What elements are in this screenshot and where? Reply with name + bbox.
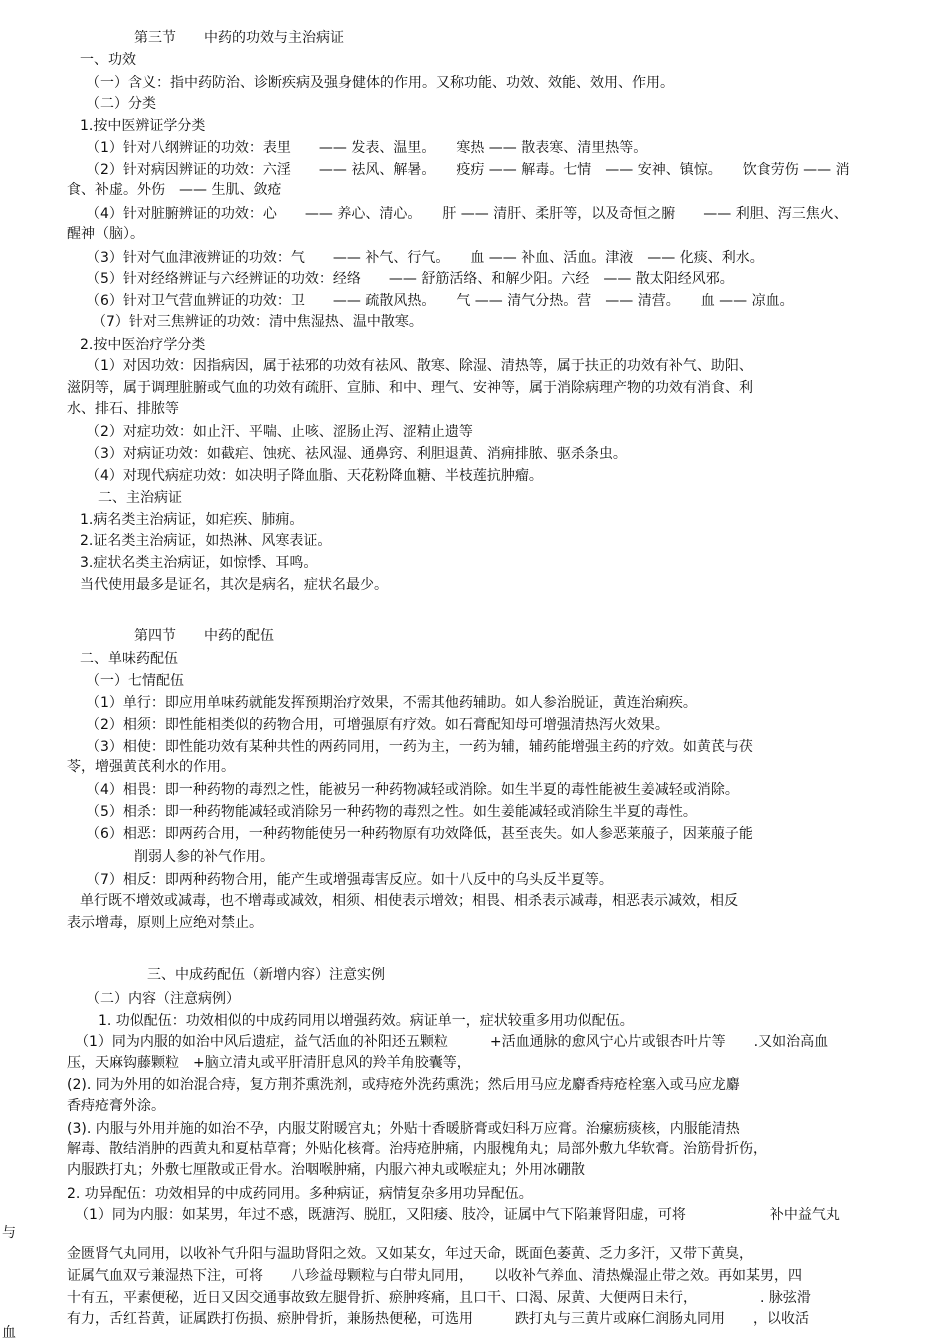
text-line: 单行既不增效或减毒，也不增毒或减效，相须、相使表示增效；相畏、相杀表示减毒，相恶表示减效，相反 [80, 893, 738, 909]
section-heading: 第四节 中药的配伍 [134, 628, 274, 644]
text-line: （2）针对病因辨证的功效：六淫 —— 祛风、解暑。 疫疠 —— 解毒。七情 —— 安神、镇惊。 饮食劳伤 —— 消 [86, 162, 850, 178]
text-line: 醒神（脑）。 [67, 226, 144, 242]
text-line: （2）对症功效：如止汗、平喘、止咳、涩肠止泻、涩精止遗等 [86, 424, 473, 440]
text-line: （1）对因功效：因指病因，属于祛邪的功效有祛风、散寒、除湿、清热等，属于扶正的功效有补气、助阳、 [86, 358, 753, 374]
subheading: 1.按中医辨证学分类 [80, 118, 206, 134]
text-line: （3）针对气血津液辨证的功效：气 —— 补气、行气。 血 —— 补血、活血。津液 —— 化痰、利水。 [86, 250, 764, 266]
subheading: （二）内容（注意病例） [86, 991, 240, 1007]
subheading: （一）七情配伍 [86, 673, 184, 689]
text-line: 水、排石、排脓等 [67, 401, 179, 417]
text-line: 1. 功似配伍：功效相似的中成药同用以增强药效。病证单一，症状较重多用功似配伍。 [98, 1013, 634, 1029]
subheading: 二、主治病证 [98, 490, 182, 506]
text-line: 十有五，平素便秘，近日又因交通事故致左腿骨折、瘀肿疼痛，且口干、口渴、尿黄、大便两日未行， . 脉弦滑 [67, 1290, 811, 1306]
text-line: 削弱人参的补气作用。 [134, 849, 274, 865]
text-line: 内服跌打丸；外敷七厘散或正骨水。治咽喉肿痛，内服六神丸或喉症丸；外用冰硼散 [67, 1162, 585, 1178]
text-line: （7）相反：即两种药物合用，能产生或增强毒害反应。如十八反中的乌头反半夏等。 [86, 872, 613, 888]
text-line: （1）针对八纲辨证的功效：表里 —— 发表、温里。 寒热 —— 散表寒、清里热等。 [86, 140, 648, 156]
text-line: 解毒、散结消肿的西黄丸和夏枯草膏；外贴化核膏。治痔疮肿痛，内服槐角丸；局部外敷九华软膏。治筋骨折伤， [67, 1141, 767, 1157]
subheading: 二、单味药配伍 [80, 651, 178, 667]
text-line: （5）相杀：即一种药物能减轻或消除另一种药物的毒烈之性。如生姜能减轻或消除生半夏的毒性。 [86, 804, 697, 820]
text-line: 滋阴等，属于调理脏腑或气血的功效有疏肝、宣肺、和中、理气、安神等，属于消除病理产物的功效有消食、利 [67, 380, 753, 396]
text-line: （2）相须：即性能相类似的药物合用，可增强原有疗效。如石膏配知母可增强清热泻火效果。 [86, 717, 669, 733]
text-line: （1）同为内服：如某男，年过不惑，既溏泻、脱肛，又阳痿、肢冷，证属中气下陷兼肾阳虚，可将 补中益气丸 [75, 1207, 840, 1223]
text-line: (3). 内服与外用并施的如治不孕，内服艾附暖宫丸；外贴十香暖脐膏或妇科万应膏。治瘰疬痰核，内服能清热 [67, 1121, 740, 1137]
text-line: 表示增毒，原则上应绝对禁止。 [67, 915, 263, 931]
section-heading: 第三节 中药的功效与主治病证 [134, 30, 344, 46]
text-line: 压，天麻钩藤颗粒 +脑立清丸或平肝清肝息风的羚羊角胶囊等， [67, 1055, 471, 1071]
text-line: 金匮肾气丸同用，以收补气升阳与温助肾阳之效。又如某女，年过天命，既面色萎黄、乏力多汗，又带下黄臭， [67, 1246, 753, 1262]
text-line: （一）含义：指中药防治、诊断疾病及强身健体的作用。又称功能、功效、效能、效用、作用。 [86, 75, 674, 91]
text-line: 食、补虚。外伤 —— 生肌、敛疮 [67, 182, 282, 198]
text-line: （6）相恶：即两药合用，一种药物能使另一种药物原有功效降低，甚至丧失。如人参恶莱菔子，因莱菔子能 [86, 826, 753, 842]
text-line: 苓，增强黄芪利水的作用。 [67, 759, 235, 775]
text-line: 证属气血双亏兼湿热下注，可将 八珍益母颗粒与白带丸同用， 以收补气养血、清热燥湿止带之效。再如某男，四 [67, 1268, 802, 1284]
text-line: （5）针对经络辨证与六经辨证的功效：经络 —— 舒筋活络、和解少阳。六经 —— 散太阳经风邪。 [86, 271, 734, 287]
text-line: 有力，舌红苔黄，证属跌打伤损、瘀肿骨折，兼肠热便秘，可选用 跌打丸与三黄片或麻仁润肠丸同用 ，以收活 [67, 1311, 809, 1327]
text-line: （1）单行：即应用单味药就能发挥预期治疗效果，不需其他药辅助。如人参治脱证，黄连治痢疾。 [86, 695, 697, 711]
text-line: （4）对现代病症功效：如决明子降血脂、天花粉降血糖、半枝莲抗肿瘤。 [86, 468, 543, 484]
margin-text: 血 [2, 1325, 16, 1341]
text-line: 2. 功异配伍：功效相异的中成药同用。多种病证，病情复杂多用功异配伍。 [67, 1186, 533, 1202]
text-line: 3.症状名类主治病证，如惊悸、耳鸣。 [80, 555, 318, 571]
text-line: （4）针对脏腑辨证的功效：心 —— 养心、清心。 肝 —— 清肝、柔肝等，以及奇恒之腑 —— 利胆、泻三焦火、 [86, 206, 848, 222]
text-line: （3）相使：即性能功效有某种共性的两药同用，一药为主，一药为辅，辅药能增强主药的疗效。如黄芪与茯 [86, 739, 753, 755]
text-line: （1）同为内服的如治中风后遗症，益气活血的补阳还五颗粒 +活血通脉的愈风宁心片或银杏叶片等 .又如治高血 [75, 1034, 829, 1050]
subheading: 2.按中医治疗学分类 [80, 337, 206, 353]
text-line: 1.病名类主治病证，如疟疾、肺痈。 [80, 512, 304, 528]
subheading: 一、功效 [80, 52, 136, 68]
text-line: 香痔疮膏外涂。 [67, 1098, 165, 1114]
text-line: （7）针对三焦辨证的功效：清中焦湿热、温中散寒。 [92, 314, 423, 330]
text-line: （3）对病证功效：如截疟、蚀疣、祛风湿、通鼻窍、利胆退黄、消痈排脓、驱杀条虫。 [86, 446, 627, 462]
text-line: (2). 同为外用的如治混合痔，复方荆芥熏洗剂，或痔疮外洗药熏洗；然后用马应龙麝香痔疮栓塞入或马应龙麝 [67, 1077, 740, 1093]
section-heading: 三、中成药配伍（新增内容）注意实例 [147, 967, 385, 983]
subheading: （二）分类 [86, 96, 156, 112]
margin-text: 与 [2, 1225, 16, 1241]
text-line: （6）针对卫气营血辨证的功效：卫 —— 疏散风热。 气 —— 清气分热。营 —— 清营。 血 —— 凉血。 [86, 293, 794, 309]
text-line: （4）相畏：即一种药物的毒烈之性，能被另一种药物减轻或消除。如生半夏的毒性能被生姜减轻或消除。 [86, 782, 739, 798]
text-line: 2.证名类主治病证，如热淋、风寒表证。 [80, 533, 332, 549]
text-line: 当代使用最多是证名，其次是病名，症状名最少。 [80, 577, 388, 593]
